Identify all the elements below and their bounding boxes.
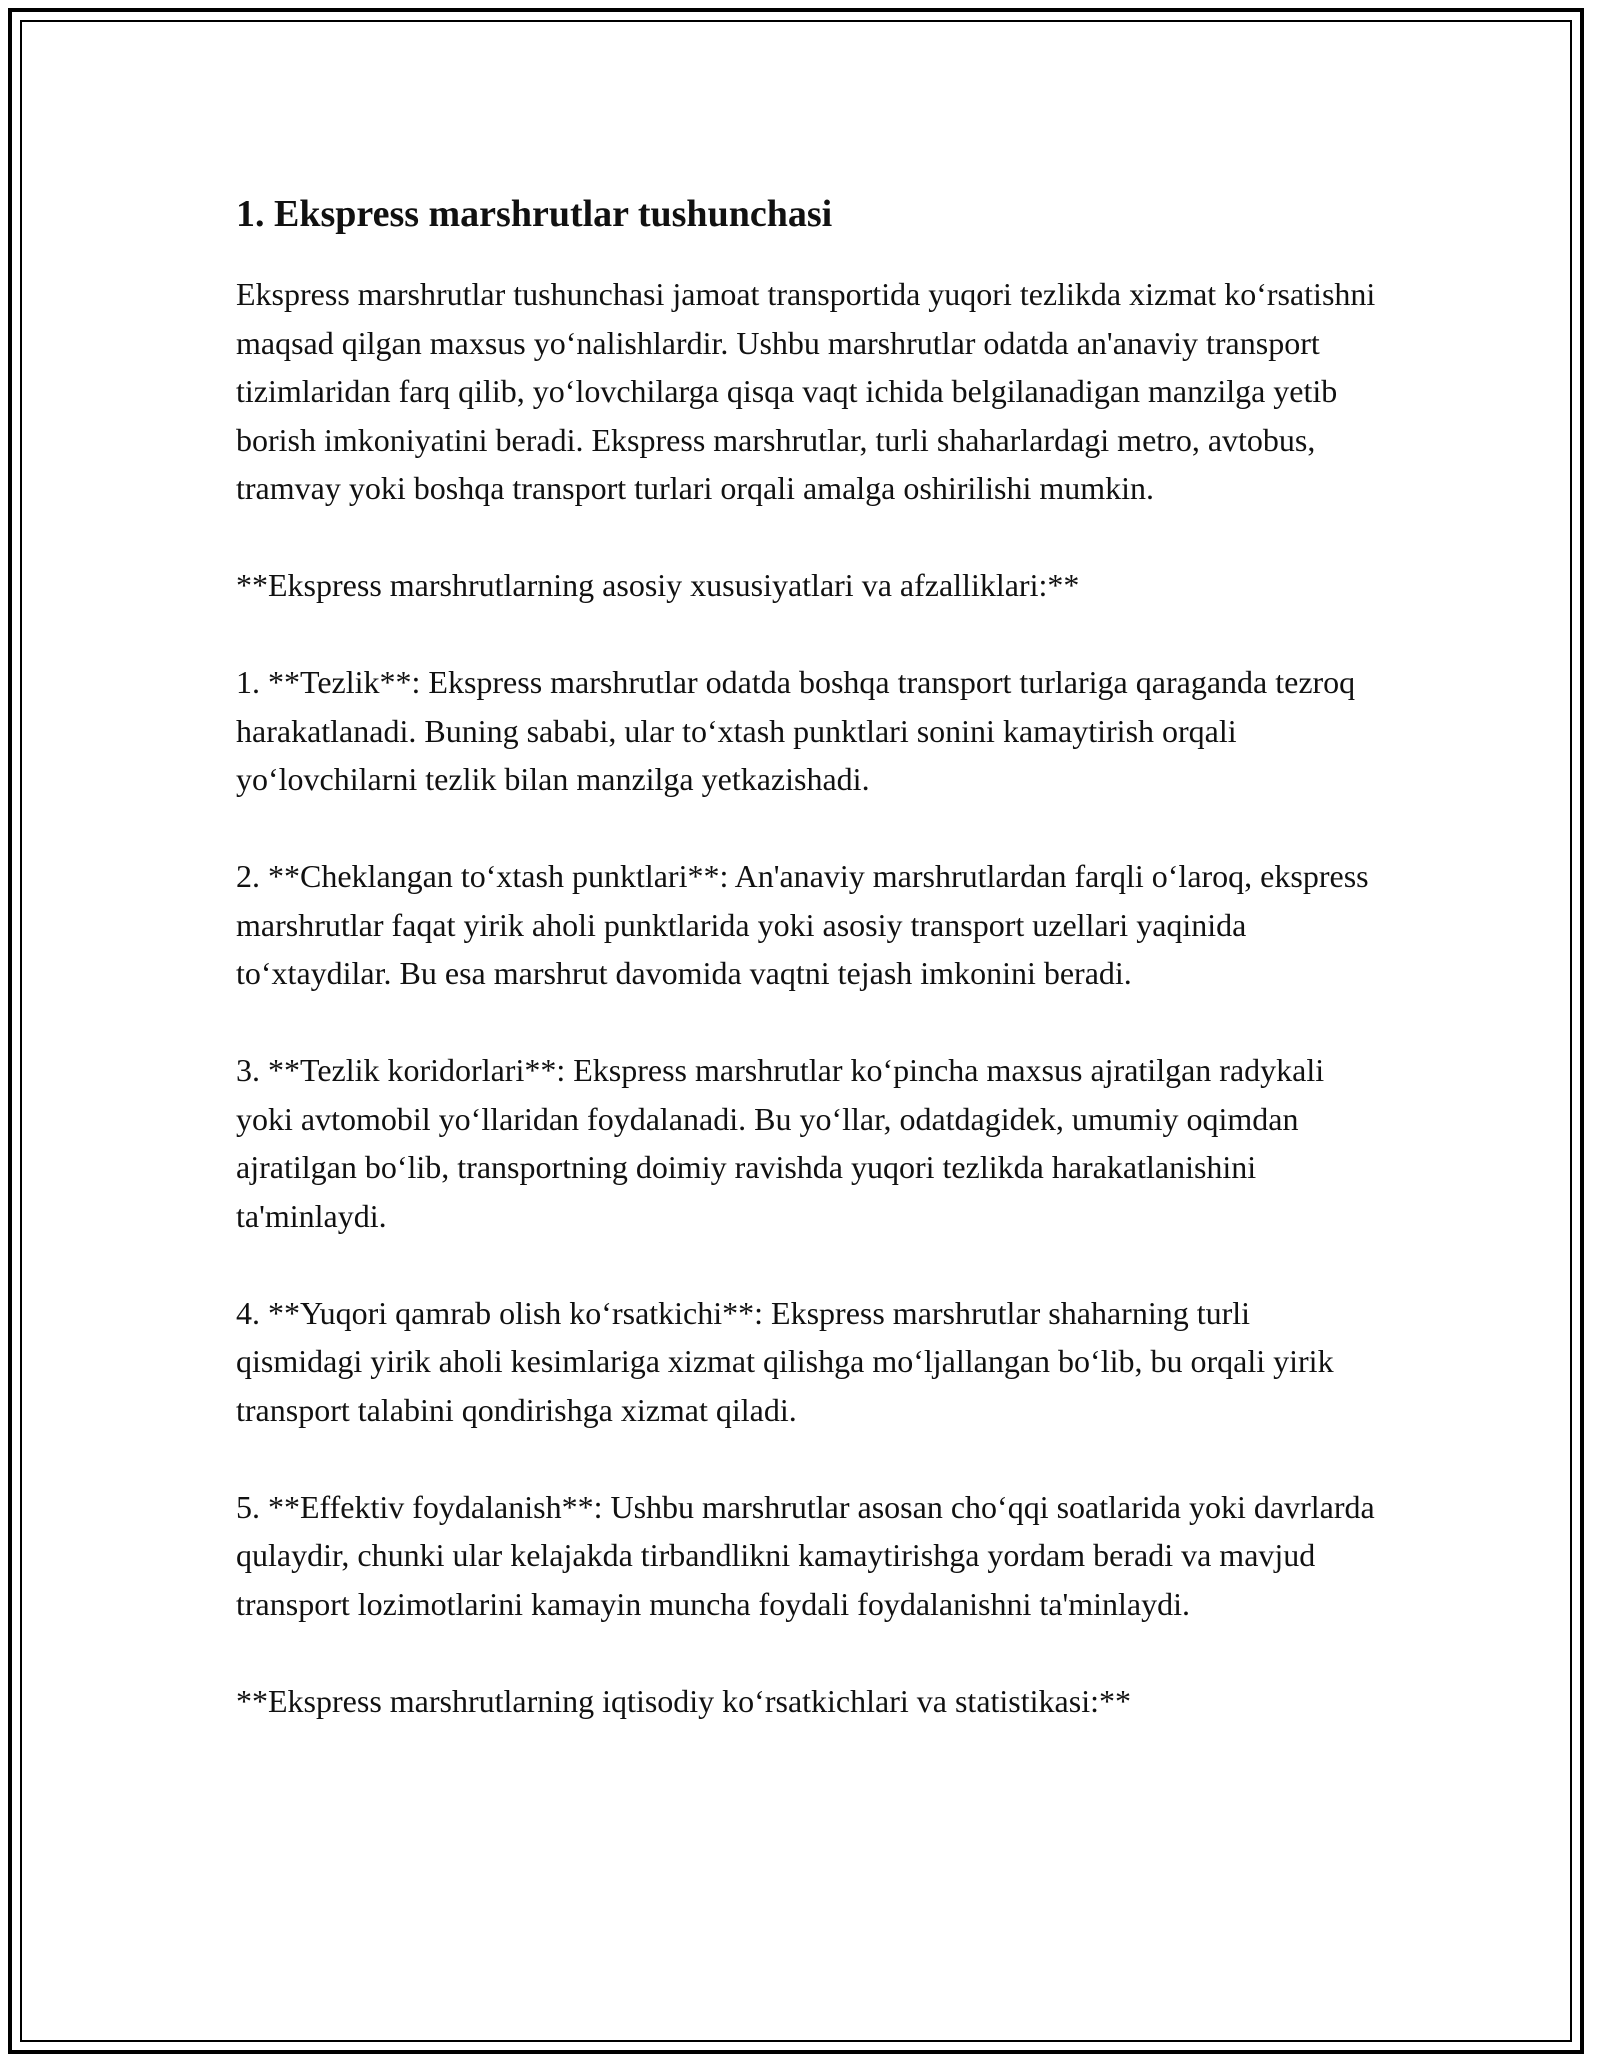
paragraph-item-3: 3. **Tezlik koridorlari**: Ekspress marshrutlar ko‘pincha maxsus ajratilgan radykali yoki avtomobil yo‘llaridan foydalanadi. Bu yo‘llar, odatdagidek, umumiy oqimdan ajratilgan bo‘lib, transportning doimiy ravishda yuqori tezlikda harakatlanishini ta'minlaydi. [236,1052,1325,1234]
paragraph-item-4: 4. **Yuqori qamrab olish ko‘rsatkichi**: Ekspress marshrutlar shaharning turli qismidagi yirik aholi kesimlariga xizmat qilishga mo‘ljallangan bo‘lib, bu orqali yirik transport talabini qondirishga xizmat qiladi. [236,1294,1334,1428]
paragraph-item-2: 2. **Cheklangan to‘xtash punktlari**: An'anaviy marshrutlardan farqli o‘laroq, ekspress marshrutlar faqat yirik aholi punktlarida yoki asosiy transport uzellari yaqinida to‘xtaydilar. Bu esa marshrut davomida vaqtni tejash imkonini beradi. [236,858,1369,991]
paragraph-item-5: 5. **Effektiv foydalanish**: Ushbu marshrutlar asosan cho‘qqi soatlarida yoki davrlarda qulaydir, chunki ular kelajakda tirbandlikni kamaytirishga yordam beradi va mavjud transport lozimotlarini kamayin muncha foydali foydalanishni ta'minlaydi. [236,1488,1375,1622]
paragraph-features-heading: **Ekspress marshrutlarning asosiy xususiyatlari va afzalliklari:** [236,567,1080,603]
paragraph-item-1: 1. **Tezlik**: Ekspress marshrutlar odatda boshqa transport turlariga qaraganda tezroq harakatlanadi. Buning sababi, ular to‘xtash punktlari sonini kamaytirish orqali yo‘lovchilarni tezlik bilan manzilga yetkazishadi. [236,664,1356,797]
paragraph-intro: Ekspress marshrutlar tushunchasi jamoat transportida yuqori tezlikda xizmat ko‘rsatishni maqsad qilgan maxsus yo‘nalishlardir. Ushbu marshrutlar odatda an'anaviy transport tizimlaridan farq qilib, yo‘lovchilarga qisqa vaqt ichida belgilanadigan manzilga yetib borish imkoniyatini beradi. Ekspress marshrutlar, turli shaharlardagi metro, avtobus, tramvay yoki boshqa transport turlari orqali amalga oshirilishi mumkin. [236,276,1376,506]
paragraph-statistics-heading: **Ekspress marshrutlarning iqtisodiy ko‘rsatkichlari va statistikasi:** [236,1682,1131,1719]
document-body [236,186,1376,1725]
section-heading: 1. Ekspress marshrutlar tushunchasi [236,193,833,235]
